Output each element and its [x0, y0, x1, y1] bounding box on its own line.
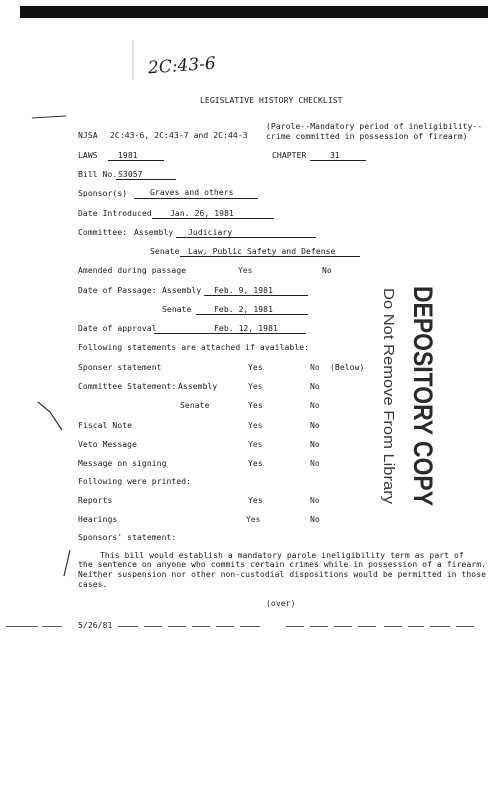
committee-assembly-value: Judiciary [188, 228, 233, 237]
njsa-note-line1: (Parole--Mandatory period of ineligibility-- [266, 122, 483, 131]
page-title: LEGISLATIVE HISTORY CHECKLIST [200, 96, 343, 105]
footer-dash [168, 626, 186, 627]
veto-message-label: Veto Message [78, 440, 137, 449]
hearings-label: Hearings [78, 515, 118, 524]
footer-dash [286, 626, 304, 627]
reports-yes: Yes [248, 496, 263, 505]
amended-label: Amended during passage [78, 266, 187, 275]
sponsor-value: Graves and others [150, 188, 234, 197]
passage-label: Date of Passage: [78, 286, 157, 295]
committee-assembly-label: Assembly [134, 228, 174, 237]
over-label: (over) [266, 599, 296, 608]
margin-tick [36, 398, 66, 434]
laws-label: LAWS [78, 151, 98, 160]
committee-senate-value: Law, Public Safety and Defense [188, 247, 336, 256]
footer-dash [144, 626, 162, 627]
statement-line-4: cases. [78, 580, 108, 589]
sponsor-statement-no: No [310, 363, 320, 372]
committee-senate-yes: Yes [248, 401, 263, 410]
stamp-line-1: DEPOSITORY COPY [408, 286, 438, 546]
statement-line-2: the sentence on anyone who commits certain crimes while in possession of a firearm. [78, 560, 487, 569]
njsa-label: NJSA [78, 131, 98, 140]
handwritten-number: 2C:43-6 [147, 53, 217, 79]
signing-message-yes: Yes [248, 459, 263, 468]
sponsor-label: Sponsor(s) [78, 189, 128, 198]
committee-statement-assembly: Assembly [178, 382, 218, 391]
footer-dash [6, 626, 38, 627]
footer-code: 5/26/81 [78, 621, 113, 630]
footer-dash [118, 626, 138, 627]
date-introduced-label: Date Introduced [78, 209, 152, 218]
sponsor-statement-label: Sponser statement [78, 363, 162, 372]
bill-value: S3057 [118, 170, 143, 179]
footer-dash [456, 626, 474, 627]
fiscal-note-no: No [310, 421, 320, 430]
top-border-bar [20, 6, 488, 18]
stamp-line-2: Do Not Remove From Library [380, 288, 397, 484]
amended-no: No [322, 266, 332, 275]
passage-assembly-value: Feb. 9, 1981 [214, 286, 273, 295]
footer-dash [334, 626, 352, 627]
footer-dash [310, 626, 328, 627]
passage-senate-value: Feb. 2, 1981 [214, 305, 273, 314]
chapter-label: CHAPTER [272, 151, 307, 160]
date-introduced-value: Jan. 26, 1981 [170, 209, 234, 218]
footer-dash [384, 626, 402, 627]
footer-dash [192, 626, 210, 627]
depository-stamp [372, 282, 438, 546]
passage-assembly-label: Assembly [162, 286, 202, 295]
reports-label: Reports [78, 496, 113, 505]
statement-line-1: This bill would establish a mandatory parole ineligibility term as part of [100, 551, 464, 560]
njsa-value: 2C:43-6, 2C:43-7 and 2C:44-3 [110, 131, 248, 140]
committee-senate-no: No [310, 401, 320, 410]
committee-statement-senate: Senate [180, 401, 210, 410]
approval-label: Date of approval [78, 324, 157, 333]
committee-statement-label: Committee Statement: [78, 382, 177, 391]
veto-message-yes: Yes [248, 440, 263, 449]
reports-no: No [310, 496, 320, 505]
sponsor-statement-yes: Yes [248, 363, 263, 372]
margin-line [130, 40, 136, 80]
veto-message-no: No [310, 440, 320, 449]
hearings-yes: Yes [246, 515, 261, 524]
fiscal-note-label: Fiscal Note [78, 421, 133, 430]
njsa-note-line2: crime committed in possession of firearm) [266, 132, 468, 141]
footer-dash [42, 626, 62, 627]
fiscal-note-yes: Yes [248, 421, 263, 430]
footer-dash [240, 626, 260, 627]
footer-dash [216, 626, 234, 627]
chapter-value: 31 [330, 151, 340, 160]
sponsors-statement-heading: Sponsors' statement: [78, 533, 177, 542]
committee-assembly-yes: Yes [248, 382, 263, 391]
attached-heading: Following statements are attached if available: [78, 343, 310, 352]
hearings-no: No [310, 515, 320, 524]
footer-dash [408, 626, 424, 627]
signing-message-label: Message on signing [78, 459, 167, 468]
footer-dash [430, 626, 450, 627]
amended-yes: Yes [238, 266, 253, 275]
committee-senate-label: Senate [150, 247, 180, 256]
passage-senate-label: Senate [162, 305, 192, 314]
committee-label: Committee: [78, 228, 128, 237]
committee-assembly-no: No [310, 382, 320, 391]
signing-message-no: No [310, 459, 320, 468]
sponsor-statement-extra: (Below) [330, 363, 365, 372]
footer-dash [358, 626, 376, 627]
margin-bracket [60, 548, 74, 578]
statement-line-3: Neither suspension nor other non-custodial dispositions would be permitted in those [78, 570, 487, 579]
approval-value: Feb. 12, 1981 [214, 324, 278, 333]
margin-mark [30, 108, 70, 128]
laws-value: 1981 [118, 151, 138, 160]
bill-label: Bill No. [78, 170, 118, 179]
printed-heading: Following were printed: [78, 477, 192, 486]
